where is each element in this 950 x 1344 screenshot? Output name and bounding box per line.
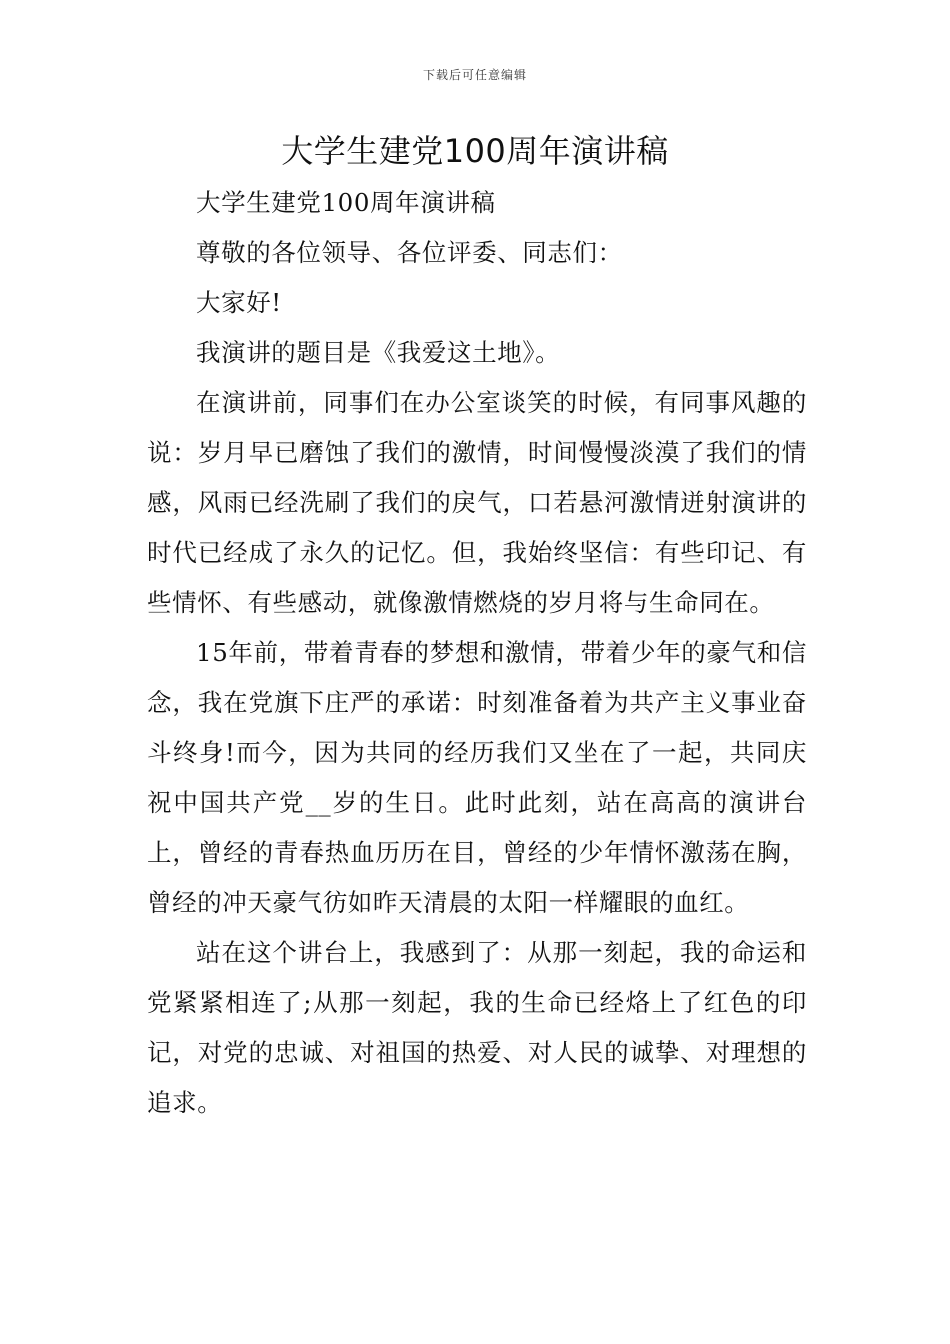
paragraph-body: 站在这个讲台上，我感到了：从那一刻起，我的命运和党紧紧相连了;从那一刻起，我的生命已经烙上了红色的印记，对党的忠诚、对祖国的热爱、对人民的诚挚、对理想的追求。	[147, 938, 807, 1117]
paragraph-body: 在演讲前，同事们在办公室谈笑的时候，有同事风趣的说：岁月早已磨蚀了我们的激情，时间慢慢淡漠了我们的情感，风雨已经洗刷了我们的戾气，口若悬河激情迸射演讲的时代已经成了永久的记忆。但，我始终坚信：有些印记、有些情怀、有些感动，就像激情燃烧的岁月将与生命同在。	[147, 388, 807, 617]
paragraph-subtitle: 大学生建党100周年演讲稿	[196, 188, 496, 217]
document-body	[147, 178, 807, 1128]
header-note: 下载后可任意编辑	[422, 68, 527, 82]
paragraph-salutation: 尊敬的各位领导、各位评委、同志们：	[196, 238, 623, 267]
document-title: 大学生建党100周年演讲稿	[281, 132, 669, 170]
paragraph-body: 15年前，带着青春的梦想和激情，带着少年的豪气和信念，我在党旗下庄严的承诺：时刻准备着为共产主义事业奋斗终身!而今，因为共同的经历我们又坐在了一起，共同庆祝中国共产党__岁的生日。此时此刻，站在高高的演讲台上，曾经的青春热血历历在目，曾经的少年情怀激荡在胸，曾经的冲天豪气彷如昨天清晨的太阳一样耀眼的血红。	[147, 638, 807, 917]
paragraph-topic: 我演讲的题目是《我爱这土地》。	[196, 338, 561, 367]
paragraph-greeting: 大家好!	[196, 288, 282, 317]
